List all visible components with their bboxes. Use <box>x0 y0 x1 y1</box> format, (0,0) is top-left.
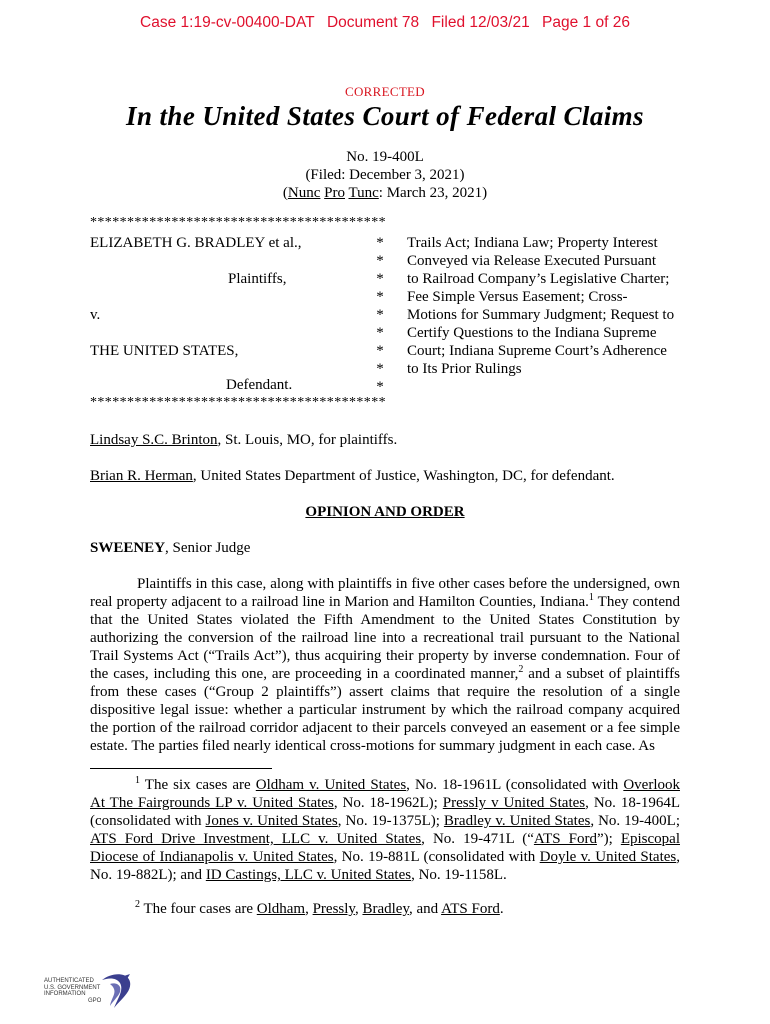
defendant-attorney: Brian R. Herman <box>90 468 193 484</box>
gpo-line: AUTHENTICATED <box>44 978 94 984</box>
caption-bottom-border: **************************************** <box>90 395 386 410</box>
tunc-word: Tunc <box>348 185 379 201</box>
defendant-counsel <box>90 467 615 485</box>
fn2-text: , <box>354 901 363 917</box>
footnote-2-mark: 2 <box>135 899 140 910</box>
keyword-line: Trails Act; Indiana Law; Property Interest <box>407 235 658 251</box>
gpo-line: U.S. GOVERNMENT <box>44 984 101 991</box>
caption-star: * <box>376 361 384 377</box>
filed-date-header: Filed 12/03/21 <box>431 14 530 31</box>
caption-star-column <box>374 234 386 396</box>
judge-title: , Senior Judge <box>165 540 251 556</box>
nunc-rest: : March 23, 2021) <box>378 185 488 201</box>
case-citation: ATS Ford <box>441 901 500 917</box>
corrected-label: CORRECTED <box>345 84 425 99</box>
versus: v. <box>90 307 101 323</box>
caption-star: * <box>376 325 384 341</box>
case-citation: Bradley <box>362 901 409 917</box>
fn1-text: The six cases are <box>144 777 256 793</box>
case-citation: Pressly v United States <box>442 795 586 811</box>
judge-line <box>90 539 250 557</box>
caption-star: * <box>376 343 384 359</box>
nunc-word: Nunc <box>287 185 321 201</box>
caption-star: * <box>376 253 384 269</box>
fn1-text: , No. 19-1375L); <box>337 813 444 829</box>
paragraph-text-3: and a subset of plaintiffs from these cases (“Group 2 plaintiffs”) assert claims that require the resolution of a single dispositive legal issue: whether a particular instrument by which the railroad company acquired the portion of the railroad corridor adjacent to their parcels conveyed an easement or a fee simple estate. The parties filed nearly identical cross-motions for summary judgment in each case. As <box>90 666 680 754</box>
case-citation: Doyle v. United States <box>539 849 677 865</box>
caption-star: * <box>376 307 384 323</box>
fn1-text: , No. 18-1964L (consolidated with <box>90 795 680 829</box>
fn1-text: , No. 18-1961L (consolidated with <box>406 777 624 793</box>
keyword-line: to Railroad Company’s Legislative Charter; <box>407 271 670 287</box>
keyword-line: to Its Prior Rulings <box>407 361 522 377</box>
footnote-divider <box>90 768 272 769</box>
case-citation: Jones v. United States <box>205 813 338 829</box>
caption-star: * <box>376 271 384 287</box>
docket-number: No. 19-400L <box>346 149 424 165</box>
fn1-text: , No. 19-882L); and <box>90 849 680 883</box>
footnote-1-mark: 1 <box>135 775 140 786</box>
case-info <box>0 148 770 202</box>
keyword-line: Motions for Summary Judgment; Request to <box>407 307 675 323</box>
fn1-text: , No. 19-400L; <box>590 813 680 829</box>
page-count-header: Page 1 of 26 <box>542 14 630 31</box>
keywords-block <box>407 234 697 378</box>
caption-top-border: **************************************** <box>90 215 386 230</box>
fn1-text: , No. 19-471L (“ <box>421 831 534 847</box>
case-citation: Oldham <box>256 901 306 917</box>
court-title: In the United States Court of Federal Claims <box>126 101 644 131</box>
footnote-2-ref[interactable]: 2 <box>518 664 524 675</box>
fn2-text: The four cases are <box>143 901 257 917</box>
footnote-2 <box>90 900 680 918</box>
gpo-logo-text <box>44 978 101 1004</box>
case-citation: Oldham v. United States <box>255 777 407 793</box>
case-citation: ATS Ford Drive Investment, LLC v. United States <box>90 831 422 847</box>
fn2-text: , and <box>408 901 442 917</box>
fn1-text: , No. 19-1158L. <box>411 867 507 883</box>
pro-word: Pro <box>324 185 345 201</box>
keyword-line: Court; Indiana Supreme Court’s Adherence <box>407 343 667 359</box>
caption-star: * <box>376 289 384 305</box>
plaintiff-attorney: Lindsay S.C. Brinton <box>90 432 218 448</box>
footnote-1-ref[interactable]: 1 <box>588 592 594 603</box>
keyword-line: Certify Questions to the Indiana Supreme <box>407 325 657 341</box>
nunc-pro-tunc-date <box>0 184 770 202</box>
fn1-text: , No. 18-1962L); <box>333 795 443 811</box>
plaintiff-counsel <box>90 431 397 449</box>
defendant-role: Defendant. <box>226 377 293 393</box>
paragraph-text-1: Plaintiffs in this case, along with plaintiffs in five other cases before the undersigned, own real property adjacent to a railroad line in Marion and Hamilton Counties, Indiana. <box>90 576 680 610</box>
judge-name: SWEENEY <box>90 540 166 556</box>
paragraph-text-2: They contend that the United States violated the Fifth Amendment to the United States Constitution by authorizing the conversion of the railroad line into a recreational trail pursuant to the National Trail Systems Act (“Trails Act”), thus acquiring their property by inverse condemnation. Four of the cases, including this one, are proceeding in a coordinated manner, <box>90 594 680 682</box>
case-citation: Pressly <box>312 901 355 917</box>
fn1-text: , No. 19-881L (consolidated with <box>333 849 540 865</box>
case-citation: ID Castings, LLC v. United States <box>205 867 412 883</box>
footnote-1 <box>90 776 680 884</box>
fn2-text: . <box>499 901 504 917</box>
document-number-header: Document 78 <box>326 14 420 31</box>
fn2-text: , <box>305 901 313 917</box>
case-citation: Overlook At The Fairgrounds LP v. United States <box>90 777 680 811</box>
filed-date: (Filed: December 3, 2021) <box>305 167 465 183</box>
case-citation: Bradley v. United States <box>443 813 591 829</box>
plaintiff-role: Plaintiffs, <box>228 271 287 287</box>
opening-paragraph <box>90 575 680 755</box>
caption-star: * <box>376 235 384 251</box>
gpo-authentication-logo <box>40 970 140 1010</box>
opinion-heading: OPINION AND ORDER <box>305 504 465 520</box>
keyword-line: Conveyed via Release Executed Pursuant <box>407 253 657 269</box>
caption-star: * <box>376 379 384 395</box>
gpo-line: INFORMATION <box>44 991 86 997</box>
plaintiff-name: ELIZABETH G. BRADLEY et al., <box>90 235 302 251</box>
keyword-line: Fee Simple Versus Easement; Cross- <box>407 289 628 305</box>
fn1-text: ”); <box>596 831 621 847</box>
case-citation: ATS Ford <box>533 831 597 847</box>
case-citation: Episcopal Diocese of Indianapolis v. United States <box>90 831 680 865</box>
gpo-line: GPO <box>88 997 102 1004</box>
defendant-counsel-rest: , United States Department of Justice, Washington, DC, for defendant. <box>192 468 615 484</box>
plaintiff-counsel-rest: , St. Louis, MO, for plaintiffs. <box>217 432 398 448</box>
nunc-open: ( <box>282 185 288 201</box>
defendant-name: THE UNITED STATES, <box>90 343 239 359</box>
filing-header <box>0 14 770 32</box>
case-number-header: Case 1:19-cv-00400-DAT <box>140 14 315 31</box>
